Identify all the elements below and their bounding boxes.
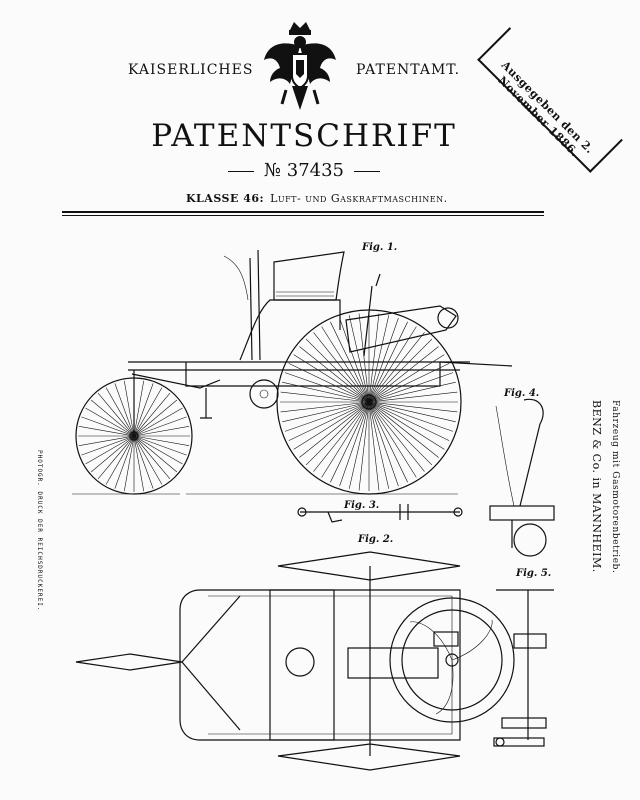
printer-note: PHOTOGR. DRUCK DER REICHSDRUCKEREI. bbox=[36, 450, 43, 612]
wheel-spoke bbox=[369, 402, 439, 457]
fig5-detail bbox=[494, 590, 554, 746]
wheel-spoke bbox=[369, 382, 456, 402]
fig5-label: Fig. 5. bbox=[516, 568, 552, 579]
wheel-spoke bbox=[282, 402, 369, 422]
wheel-spoke bbox=[285, 402, 369, 431]
wheel-spoke bbox=[299, 347, 369, 402]
wheel-spoke bbox=[314, 402, 369, 472]
wheel-spoke bbox=[314, 332, 369, 402]
wheel-spoke bbox=[369, 402, 456, 422]
fig1-label: Fig. 1. bbox=[362, 242, 398, 253]
fig4-steering bbox=[490, 399, 554, 556]
wheel-spoke bbox=[369, 402, 453, 431]
wheel-spoke bbox=[369, 332, 424, 402]
fig3-shaft bbox=[298, 504, 462, 522]
fig4-label: Fig. 4. bbox=[504, 388, 540, 399]
wheel-spoke bbox=[369, 402, 389, 489]
wheel-spoke bbox=[340, 402, 369, 486]
wheel-spoke bbox=[285, 373, 369, 402]
wheel-spoke bbox=[369, 402, 424, 472]
wheel-spoke bbox=[349, 402, 369, 489]
fig2-label: Fig. 2. bbox=[358, 534, 394, 545]
wheel-spoke bbox=[306, 402, 369, 465]
patent-number-text: № 37435 bbox=[263, 160, 344, 181]
wheel-spoke bbox=[369, 402, 398, 486]
wheel-spoke bbox=[369, 315, 389, 402]
wheel-spoke bbox=[299, 402, 369, 457]
wheel-spoke bbox=[369, 347, 439, 402]
office-name-left: KAISERLICHES bbox=[128, 62, 254, 78]
class-label: KLASSE 46: bbox=[186, 192, 265, 205]
stamp-text: Ausgegeben den 2. November 1886. bbox=[495, 58, 597, 160]
applicant-name: BENZ & Co. in MANNHEIM. bbox=[590, 400, 603, 573]
fig3-label: Fig. 3. bbox=[344, 500, 380, 511]
wheel-spoke bbox=[349, 315, 369, 402]
wheel-spoke bbox=[369, 402, 432, 465]
invention-subject: Fahrzeug mit Gasmotorenbetrieb. bbox=[610, 400, 620, 574]
wheel-spoke bbox=[282, 382, 369, 402]
fig2-plan-view bbox=[76, 552, 514, 770]
office-name-right: PATENTAMT. bbox=[356, 62, 461, 78]
class-description: Luft- und Gaskraftmaschinen. bbox=[270, 192, 448, 205]
wheel-spoke bbox=[369, 318, 398, 402]
document-title: PATENTSCHRIFT bbox=[151, 118, 457, 154]
wheel-spoke bbox=[340, 318, 369, 402]
fig1-side-view bbox=[72, 250, 512, 494]
